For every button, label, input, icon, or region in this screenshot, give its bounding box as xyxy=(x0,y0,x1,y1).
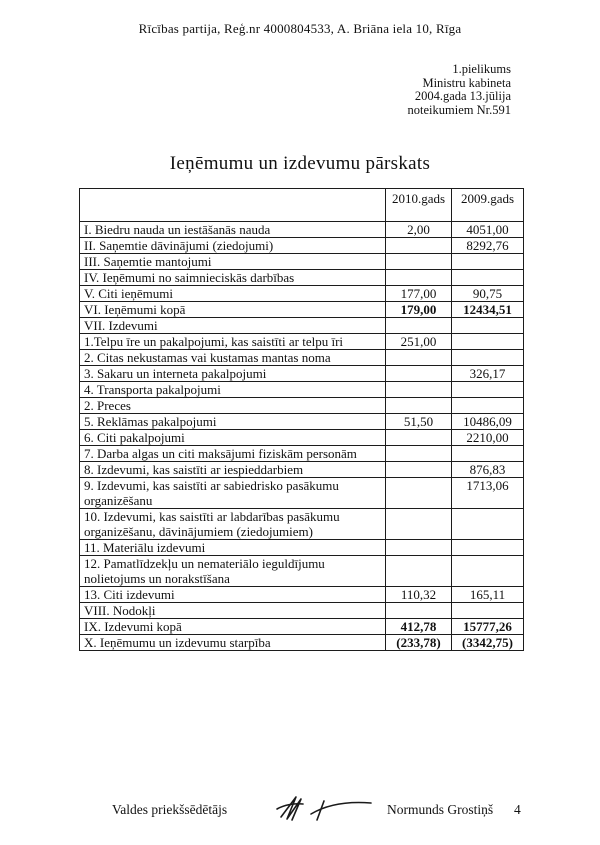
value-2009 xyxy=(452,603,524,619)
table-row xyxy=(80,414,524,430)
table-row xyxy=(80,366,524,382)
table-row xyxy=(80,286,524,302)
value-2010: 110,32 xyxy=(386,587,452,603)
row-label: 2. Citas nekustamas vai kustamas mantas noma xyxy=(80,350,386,366)
row-label: IV. Ieņēmumi no saimnieciskās darbības xyxy=(80,270,386,286)
annex-line: 1.pielikums xyxy=(452,62,511,76)
value-2010 xyxy=(386,540,452,556)
value-2009 xyxy=(452,254,524,270)
row-label: 13. Citi izdevumi xyxy=(80,587,386,603)
row-label: 12. Pamatlīdzekļu un nemateriālo ieguldījumu nolietojums un norakstīšana xyxy=(80,556,386,587)
row-label: I. Biedru nauda un iestāšanās nauda xyxy=(80,222,386,238)
value-2009 xyxy=(452,334,524,350)
row-label: 7. Darba algas un citi maksājumi fiziskām personām xyxy=(80,446,386,462)
table-row xyxy=(80,302,524,318)
row-label: 10. Izdevumi, kas saistīti ar labdarības pasākumu organizēšanu, dāvinājumiem (ziedojumiem) xyxy=(80,509,386,540)
value-2009: 876,83 xyxy=(452,462,524,478)
value-2010 xyxy=(386,318,452,334)
value-2010 xyxy=(386,478,452,509)
value-2010 xyxy=(386,430,452,446)
row-label: 3. Sakaru un interneta pakalpojumi xyxy=(80,366,386,382)
table-row xyxy=(80,587,524,603)
table-header-row xyxy=(80,189,524,222)
value-2009: (3342,75) xyxy=(452,635,524,651)
signatory-name: Normunds Grostiņš xyxy=(387,802,494,817)
value-2010: 412,78 xyxy=(386,619,452,635)
row-label: 1.Telpu īre un pakalpojumi, kas saistīti ar telpu īri xyxy=(80,334,386,350)
value-2009: 15777,26 xyxy=(452,619,524,635)
value-2009 xyxy=(452,350,524,366)
value-2009 xyxy=(452,382,524,398)
value-2010 xyxy=(386,446,452,462)
table-row xyxy=(80,509,524,540)
table-row xyxy=(80,540,524,556)
table-row xyxy=(80,382,524,398)
page-title: Ieņēmumu un izdevumu pārskats xyxy=(169,153,431,174)
value-2009: 12434,51 xyxy=(452,302,524,318)
value-2010 xyxy=(386,350,452,366)
row-label: 5. Reklāmas pakalpojumi xyxy=(80,414,386,430)
row-label: IX. Izdevumi kopā xyxy=(80,619,386,635)
value-2010 xyxy=(386,254,452,270)
value-2009: 1713,06 xyxy=(452,478,524,509)
row-label: 9. Izdevumi, kas saistīti ar sabiedrisko pasākumu organizēšanu xyxy=(80,478,386,509)
value-2009 xyxy=(452,509,524,540)
letterhead: Rīcības partija, Reģ.nr 4000804533, A. Briāna iela 10, Rīga xyxy=(138,21,462,36)
table-row xyxy=(80,430,524,446)
table-row xyxy=(80,222,524,238)
value-2010 xyxy=(386,238,452,254)
row-label: 11. Materiālu izdevumi xyxy=(80,540,386,556)
table-row xyxy=(80,270,524,286)
value-2010: 51,50 xyxy=(386,414,452,430)
row-label: 2. Preces xyxy=(80,398,386,414)
value-2009 xyxy=(452,270,524,286)
row-label: VI. Ieņēmumi kopā xyxy=(80,302,386,318)
value-2009: 90,75 xyxy=(452,286,524,302)
income-expense-table xyxy=(79,188,524,651)
annex-line: noteikumiem Nr.591 xyxy=(407,102,511,117)
row-label: VIII. Nodokļi xyxy=(80,603,386,619)
value-2009 xyxy=(452,540,524,556)
value-2010: 2,00 xyxy=(386,222,452,238)
row-label: 8. Izdevumi, kas saistīti ar iespieddarbiem xyxy=(80,462,386,478)
row-label: 6. Citi pakalpojumi xyxy=(80,430,386,446)
value-2009: 2210,00 xyxy=(452,430,524,446)
table-row xyxy=(80,254,524,270)
signatory-role: Valdes priekšsēdētājs xyxy=(112,802,228,817)
value-2010 xyxy=(386,398,452,414)
table-row xyxy=(80,478,524,509)
annex-line: 2004.gada 13.jūlija xyxy=(414,89,511,103)
table-row xyxy=(80,462,524,478)
value-2010 xyxy=(386,366,452,382)
table-row xyxy=(80,556,524,587)
table-row xyxy=(80,238,524,254)
value-2009 xyxy=(452,318,524,334)
value-2009: 326,17 xyxy=(452,366,524,382)
annex-line: Ministru kabineta xyxy=(422,75,511,90)
value-2009: 4051,00 xyxy=(452,222,524,238)
value-2010 xyxy=(386,270,452,286)
column-header-2010: 2010.gads xyxy=(386,189,452,222)
value-2009: 10486,09 xyxy=(452,414,524,430)
row-label: V. Citi ieņēmumi xyxy=(80,286,386,302)
value-2009 xyxy=(452,398,524,414)
value-2010: 251,00 xyxy=(386,334,452,350)
value-2010: (233,78) xyxy=(386,635,452,651)
value-2010: 177,00 xyxy=(386,286,452,302)
column-header-empty xyxy=(80,189,386,222)
value-2009: 8292,76 xyxy=(452,238,524,254)
value-2010 xyxy=(386,509,452,540)
table-row xyxy=(80,446,524,462)
value-2010 xyxy=(386,556,452,587)
table-row xyxy=(80,619,524,635)
value-2010 xyxy=(386,382,452,398)
column-header-2009: 2009.gads xyxy=(452,189,524,222)
table-row xyxy=(80,398,524,414)
table-row xyxy=(80,603,524,619)
value-2010: 179,00 xyxy=(386,302,452,318)
value-2010 xyxy=(386,462,452,478)
row-label: 4. Transporta pakalpojumi xyxy=(80,382,386,398)
table-row xyxy=(80,635,524,651)
row-label: X. Ieņēmumu un izdevumu starpība xyxy=(80,635,386,651)
signature-footer xyxy=(0,799,600,839)
value-2009 xyxy=(452,446,524,462)
row-label: VII. Izdevumi xyxy=(80,318,386,334)
page-number: 4 xyxy=(514,802,521,817)
annex-reference-block xyxy=(408,63,511,117)
value-2009: 165,11 xyxy=(452,587,524,603)
row-label: II. Saņemtie dāvinājumi (ziedojumi) xyxy=(80,238,386,254)
row-label: III. Saņemtie mantojumi xyxy=(80,254,386,270)
value-2010 xyxy=(386,603,452,619)
value-2009 xyxy=(452,556,524,587)
table-row xyxy=(80,350,524,366)
table-row xyxy=(80,318,524,334)
signature-icon xyxy=(274,787,376,827)
table-row xyxy=(80,334,524,350)
